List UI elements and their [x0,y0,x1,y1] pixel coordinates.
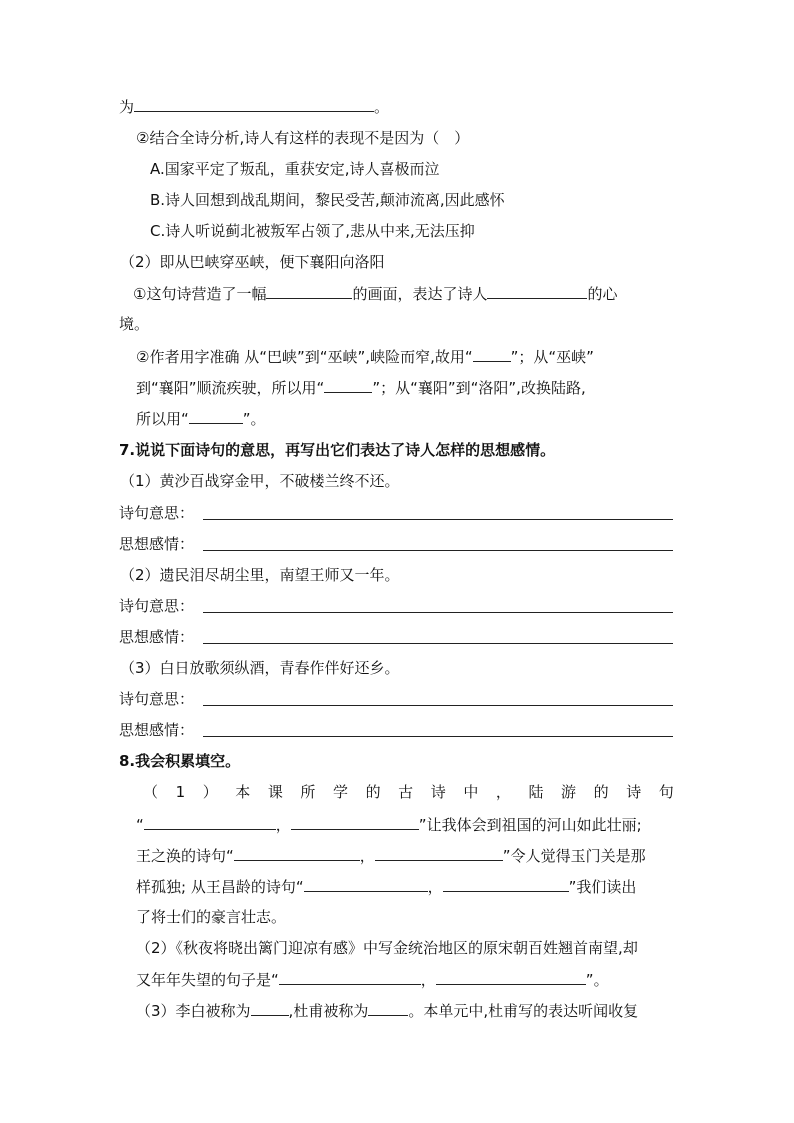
emotion-label: 思想感情： [119,628,195,646]
answer-blank[interactable] [279,969,421,985]
emotion-label: 思想感情： [119,721,195,739]
meaning-label: 诗句意思： [119,690,195,708]
answer-line[interactable] [203,519,673,520]
meaning-label: 诗句意思： [119,504,195,522]
answer-line[interactable] [203,550,673,551]
answer-blank[interactable] [144,814,276,830]
q7-item-1: （1）黄沙百战穿金甲，不破楼兰终不还。 [120,472,400,490]
q6-option-a: A.国家平定了叛乱，重获安定,诗人喜极而泣 [150,160,440,178]
q8-item2-line2: 又年年失望的句子是“ ， ”。 [136,971,609,989]
answer-blank[interactable] [487,283,587,299]
q6-sub2-part1: ①这句诗营造了一幅 的画面，表达了诗人 的心 [133,285,618,303]
q6-sub2-part2: ②作者用字准确 从“巴峡”到“巫峡”,峡险而窄,故用“ ”；从“巫峡” [136,348,594,366]
q6-sub2-part1-cont: 境。 [119,315,150,333]
q6-sub2-part2-line3: 所以用“ ”。 [136,410,266,428]
emotion-label: 思想感情： [119,535,195,553]
answer-blank[interactable] [368,1000,408,1016]
q7-title: 7.说说下面诗句的意思，再写出它们表达了诗人怎样的思想感情。 [119,441,556,459]
q7-item-2: （2）遗民泪尽胡尘里，南望王师又一年。 [120,566,400,584]
answer-blank[interactable] [251,1000,289,1016]
q8-item1-line3: 王之涣的诗句“ ， ”令人觉得玉门关是那 [136,847,646,865]
answer-blank[interactable] [473,346,511,362]
q8-item2-line1: （2）《秋夜将晓出篱门迎凉有感》中写金统治地区的原宋朝百姓翘首南望,却 [136,939,638,957]
answer-blank[interactable] [304,876,428,892]
q8-item1-line5: 了将士们的豪言壮志。 [136,908,287,926]
answer-blank[interactable] [266,283,352,299]
q8-item1-line4: 样孤独; 从王昌龄的诗句“ ， ”我们读出 [136,878,637,896]
answer-blank[interactable] [324,377,372,393]
q7-item-3: （3）白日放歌须纵酒，青春作伴好还乡。 [120,659,400,677]
q8-title: 8.我会积累填空。 [119,752,241,770]
answer-blank[interactable] [375,845,503,861]
q8-item3-line1: （3）李白被称为 ,杜甫被称为 。本单元中,杜甫写的表达听闻收复 [136,1002,639,1020]
answer-blank[interactable] [134,96,374,112]
q6-continuation-line: 为 。 [119,98,390,116]
answer-blank[interactable] [436,969,586,985]
meaning-label: 诗句意思： [119,597,195,615]
q6-option-c: C.诗人听说蓟北被叛军占领了,悲从中来,无法压抑 [150,222,475,240]
answer-line[interactable] [203,705,673,706]
q8-item1-line2: “ ， ”让我体会到祖国的河山如此壮丽; [136,816,642,834]
q6-option-b: B.诗人回想到战乱期间，黎民受苦,颠沛流离,因此感怀 [150,191,505,209]
answer-blank[interactable] [443,876,569,892]
q8-item1-spread-line: （ 1 ） 本 课 所 学 的 古 诗 中 ， 陆 游 的 诗 句 [143,783,674,801]
q6-sub2-title: （2）即从巴峡穿巫峡，便下襄阳向洛阳 [120,253,385,271]
answer-blank[interactable] [291,814,419,830]
answer-blank[interactable] [189,408,243,424]
answer-line[interactable] [203,612,673,613]
q6-part2-prompt: ②结合全诗分析,诗人有这样的表现不是因为（ ） [136,129,470,147]
q6-sub2-part2-line2: 到“襄阳”顺流疾驶，所以用“ ”；从“襄阳”到“洛阳”,改换陆路, [136,379,586,397]
answer-line[interactable] [203,736,673,737]
answer-line[interactable] [203,643,673,644]
answer-blank[interactable] [234,845,360,861]
